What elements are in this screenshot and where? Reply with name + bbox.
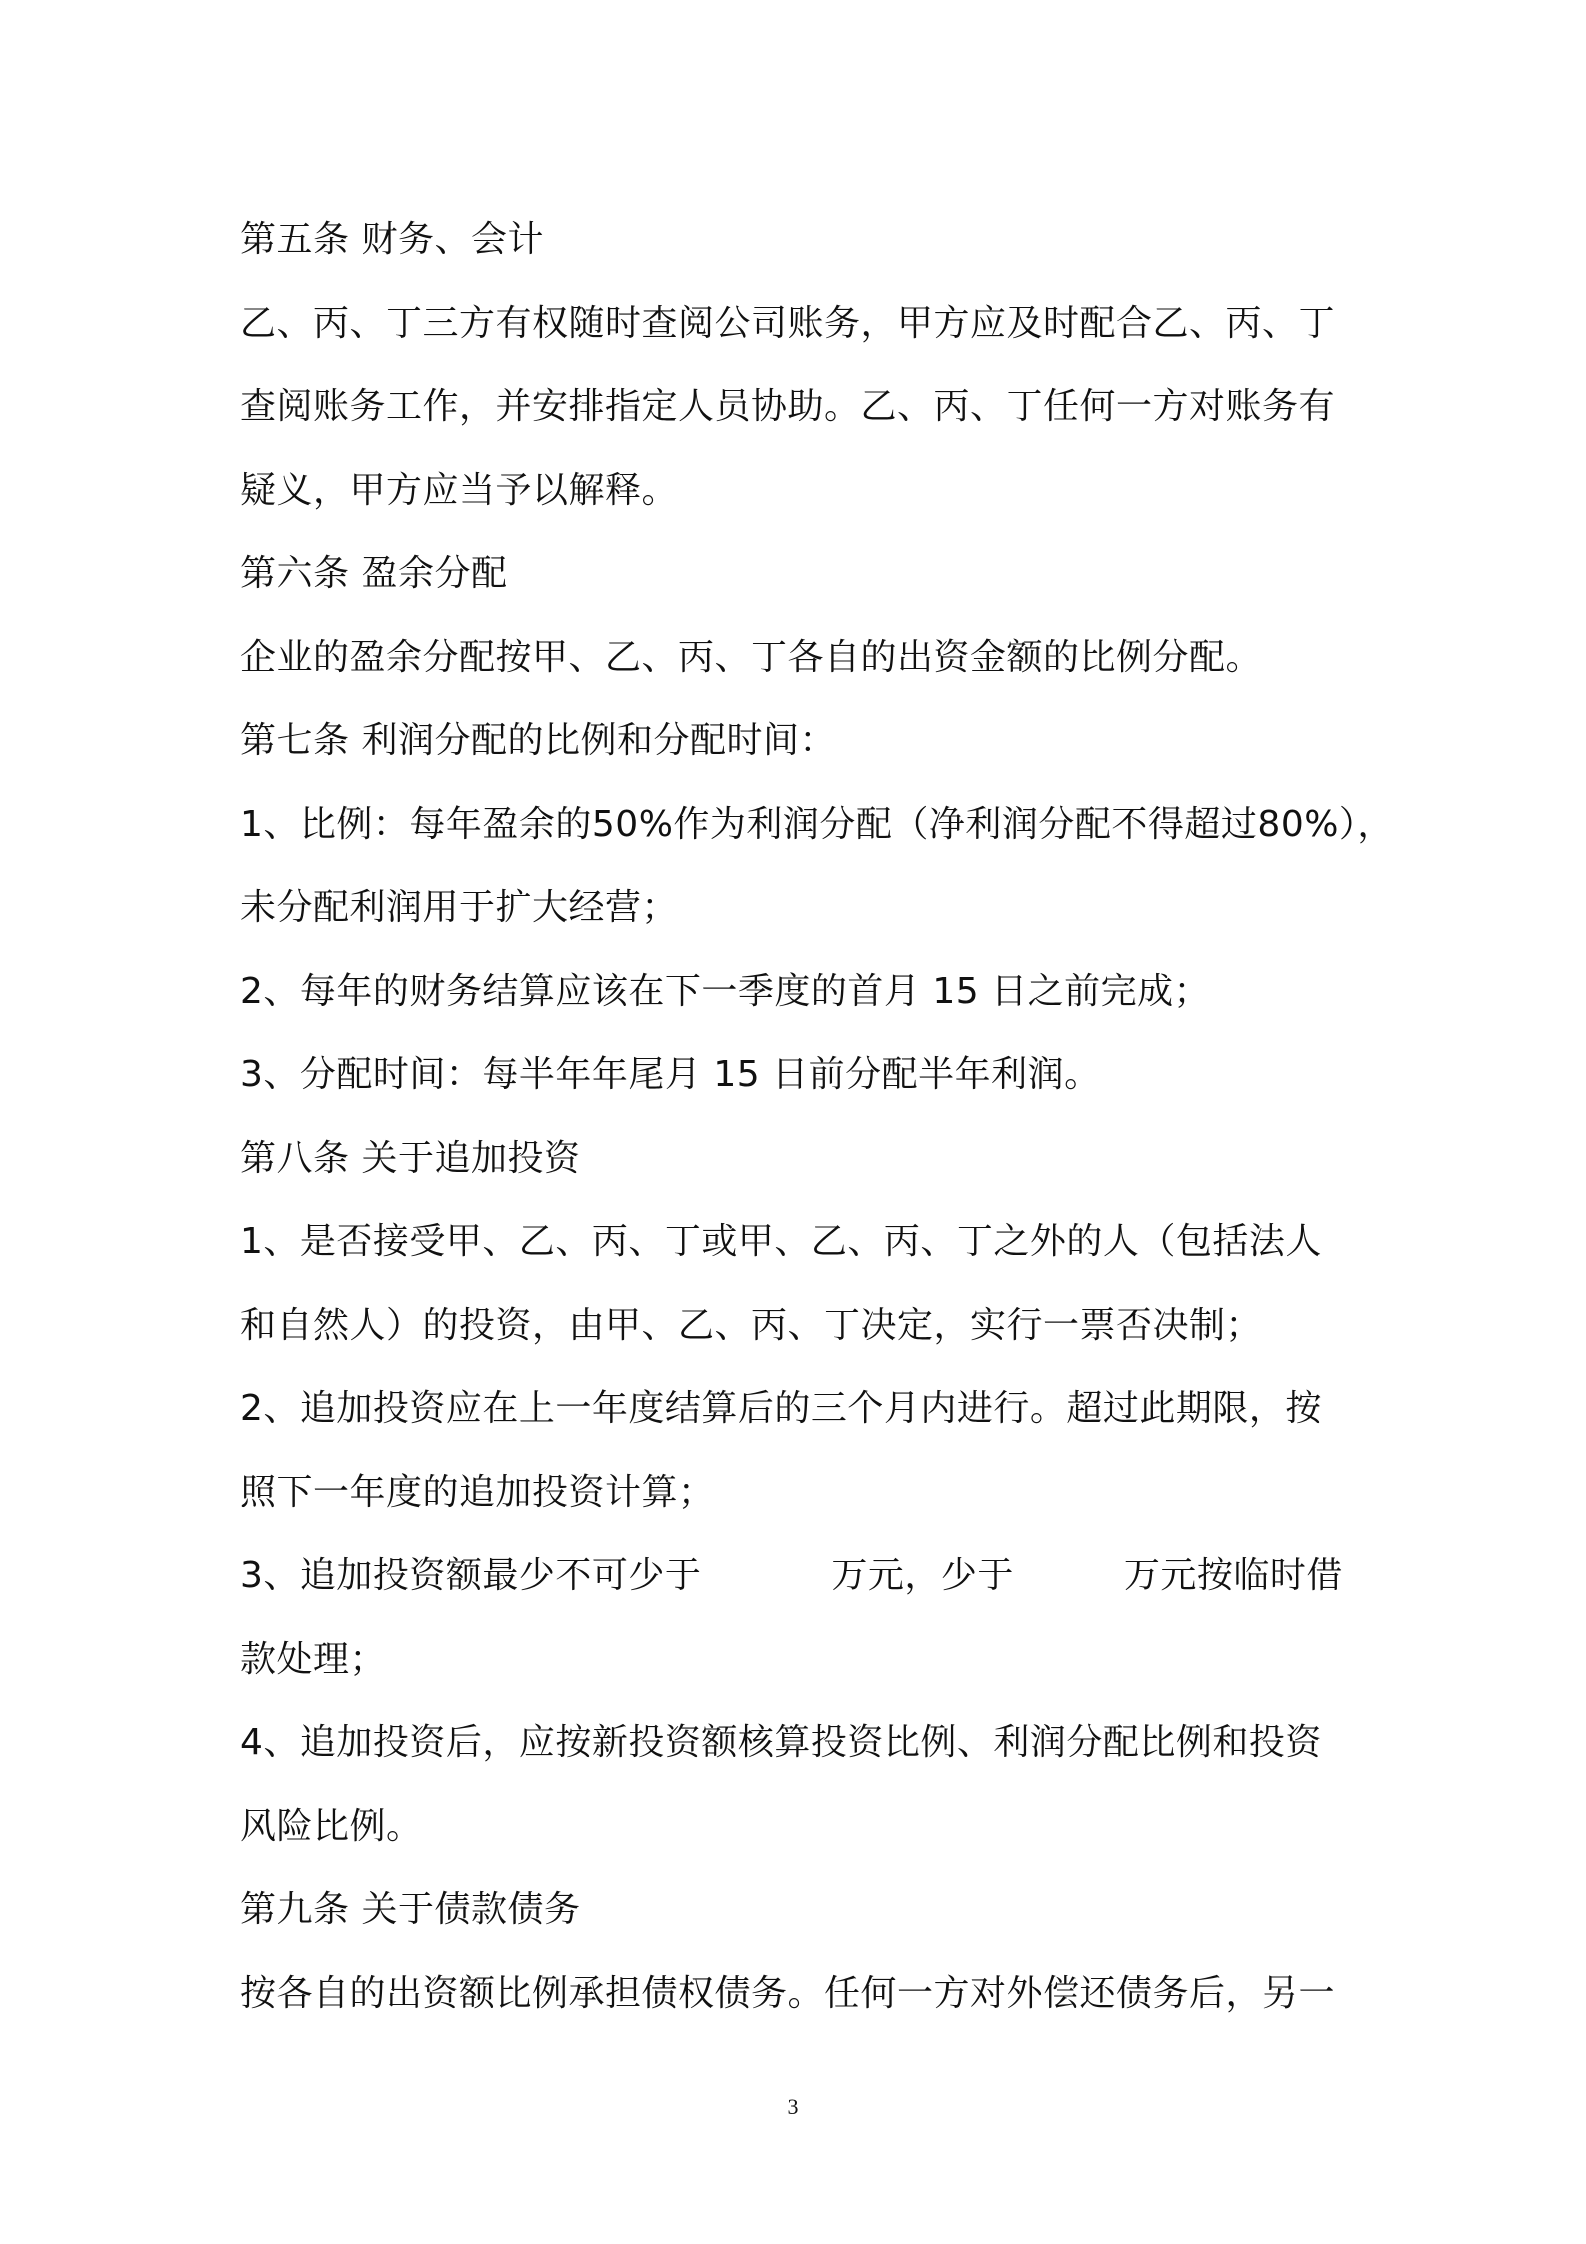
paragraph-line: 2、追加投资应在上一年度结算后的三个月内进行。超过此期限，按 (240, 1388, 1322, 1429)
paragraph-line: 乙、丙、丁三方有权随时查阅公司账务，甲方应及时配合乙、丙、丁 (240, 302, 1336, 344)
paragraph-line: 1、比例：每年盈余的50%作为利润分配（净利润分配不得超过80%）， (240, 803, 1394, 845)
blank-line-part-1: 3、追加投资额最少不可少于 (240, 1555, 702, 1596)
article-6-heading: 第六条 盈余分配 (240, 553, 508, 594)
paragraph-line: 款处理； (240, 1638, 387, 1680)
paragraph-line: 照下一年度的追加投资计算； (240, 1471, 715, 1513)
paragraph-line: 企业的盈余分配按甲、乙、丙、丁各自的出资金额的比例分配。 (240, 636, 1263, 678)
article-9-heading: 第九条 关于债款债务 (240, 1889, 581, 1930)
paragraph-line: 按各自的出资额比例承担债权债务。任何一方对外偿还债务后，另一 (240, 1972, 1336, 2014)
paragraph-line: 查阅账务工作，并安排指定人员协助。乙、丙、丁任何一方对账务有 (240, 386, 1336, 427)
page-number: 3 (787, 2094, 799, 2119)
paragraph-line: 1、是否接受甲、乙、丙、丁或甲、乙、丙、丁之外的人（包括法人 (240, 1221, 1322, 1262)
article-7-heading: 第七条 利润分配的比例和分配时间： (240, 720, 836, 761)
paragraph-line: 疑义，甲方应当予以解释。 (240, 469, 679, 511)
paragraph-line: 3、分配时间：每半年年尾月 15 日前分配半年利润。 (240, 1054, 1101, 1095)
paragraph-line: 未分配利润用于扩大经营； (240, 887, 679, 928)
blank-line-part-2: 万元，少于 (831, 1555, 1014, 1596)
article-8-heading: 第八条 关于追加投资 (240, 1137, 581, 1179)
paragraph-line: 和自然人）的投资，由甲、乙、丙、丁决定，实行一票否决制； (240, 1304, 1263, 1346)
document-body (240, 198, 1394, 2035)
blank-line-part-3: 万元按临时借 (1123, 1555, 1343, 1596)
paragraph-line: 风险比例。 (240, 1805, 423, 1847)
paragraph-line-with-blanks (240, 1534, 1355, 1618)
paragraph-line: 4、追加投资后，应按新投资额核算投资比例、利润分配比例和投资 (240, 1722, 1322, 1763)
article-5-heading: 第五条 财务、会计 (240, 219, 544, 260)
paragraph-line: 2、每年的财务结算应该在下一季度的首月 15 日之前完成； (240, 970, 1211, 1012)
